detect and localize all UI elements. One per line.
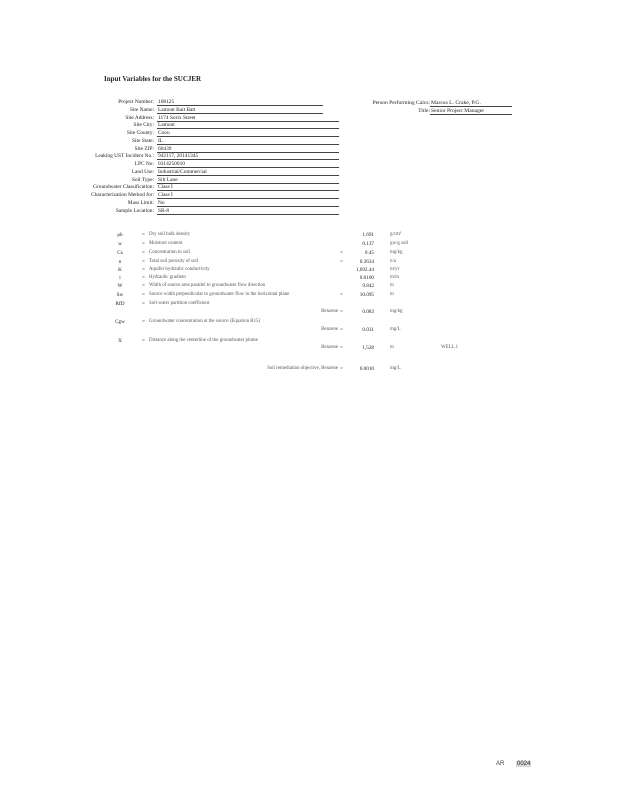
bates-stamp: 0024 — [517, 761, 531, 767]
variable-unit: n/a — [390, 259, 396, 264]
site-info-underline — [157, 136, 339, 137]
person-performing-underline — [430, 106, 512, 107]
site-info-label: Mass Limit: — [127, 199, 154, 206]
variable-value: 1.691 — [362, 232, 374, 238]
site-info-value: Lamont — [158, 122, 175, 129]
variable-symbol: ρb — [117, 232, 123, 238]
variable-unit: gw/g soil — [390, 241, 409, 246]
site-info-label: Groundwater Classification: — [93, 184, 154, 191]
site-info-value: Class I — [158, 184, 173, 191]
variable-equals: = — [142, 301, 145, 307]
site-info-value: Industrial/Commercial — [158, 168, 207, 175]
site-info-value: 942117, 20141345 — [158, 153, 199, 160]
site-info-value: Coou — [158, 130, 170, 136]
variable-unit: mg/kg — [390, 309, 403, 314]
variable-value: 1,528 — [362, 345, 374, 351]
site-info-value: 60439 — [158, 145, 172, 152]
person-title-label: Title: — [418, 108, 430, 114]
site-info-label: Characterization Method for: — [91, 192, 154, 198]
variable-value: 0.137 — [362, 241, 374, 247]
site-info-underline — [157, 144, 339, 145]
variable-equals: = — [142, 241, 145, 247]
variable-note: WELL 1 — [441, 345, 459, 350]
person-title-value: Senior Project Manager — [431, 108, 485, 114]
variable-description: Dry soil bulk density — [149, 232, 191, 237]
variable-description: Groundwater concentration at the source (Equation R15) — [149, 319, 261, 324]
variable-value: 0.083 — [362, 309, 374, 315]
variable-chemical-label: Benzene — [321, 309, 338, 314]
site-info-value: Class I — [158, 192, 173, 198]
result-value: 0.0010 — [359, 366, 374, 372]
variable-operator: = — [340, 345, 343, 351]
site-info-value: No — [158, 199, 165, 206]
site-info-label: Site City: — [133, 122, 154, 129]
variable-equals: = — [142, 232, 145, 238]
variable-symbol: X — [118, 338, 122, 344]
variable-unit: mg/L — [390, 327, 401, 332]
variable-value: 0.0100 — [359, 275, 374, 281]
site-info-label: Site ZIP: — [134, 145, 154, 152]
site-info-label: Soil Type: — [131, 176, 154, 183]
site-info-label: Leaking UST Incident No.: — [95, 153, 154, 160]
variable-symbol: Cs — [117, 250, 123, 256]
variable-symbol: w — [118, 241, 122, 247]
variable-equals: = — [142, 283, 145, 289]
variable-operator: = — [340, 309, 343, 315]
variable-description: Soil-water partition coefficient — [149, 301, 210, 306]
variable-description: Moisture content — [149, 241, 183, 246]
variable-unit: m/yr — [390, 267, 400, 272]
site-info-underline — [157, 128, 339, 129]
variable-symbol: Cgw — [115, 319, 125, 325]
variable-value: 0.031 — [362, 327, 374, 333]
variable-description: Total soil porosity of soil — [149, 259, 199, 264]
footer-text: AR — [496, 761, 505, 767]
variable-symbol: RfD — [115, 301, 125, 307]
site-info-label: Project Number: — [118, 99, 154, 105]
site-info-underline — [157, 198, 339, 199]
variable-equals: = — [142, 292, 145, 298]
variable-symbol: i — [119, 275, 121, 281]
site-info-label: Site State: — [131, 137, 154, 144]
site-info-value: IL — [158, 137, 164, 144]
variable-operator: = — [340, 250, 343, 256]
variable-value: 9.842 — [362, 283, 374, 289]
variable-unit: m/m — [390, 275, 399, 280]
variable-description: Distance along the centerline of the groundwater plume — [149, 338, 258, 343]
site-info-value: 0314250010 — [158, 161, 185, 167]
variable-unit: m — [390, 345, 394, 350]
site-info-underline — [157, 214, 339, 215]
site-info-underline — [157, 206, 339, 207]
variable-unit: g/cm³ — [390, 232, 402, 237]
variable-description: Hydraulic gradient — [149, 275, 186, 280]
page-title: Input Variables for the SUCJER — [104, 75, 202, 83]
variable-equals: = — [142, 267, 145, 273]
variable-value: 1,692.44 — [355, 267, 374, 273]
person-performing-value: Marcus L. Crake, P.G. — [431, 100, 481, 106]
result-unit: mg/L — [390, 366, 401, 371]
variable-symbol: n — [118, 259, 122, 265]
variable-description: Concentration in soil — [149, 250, 191, 255]
variable-value: 10.095 — [359, 292, 374, 298]
site-info-value: Lamont Bait Batt — [158, 106, 196, 113]
result-op: = — [340, 366, 343, 372]
site-info-label: LPC No: — [134, 161, 154, 167]
site-info-underline — [157, 190, 339, 191]
person-title-underline — [430, 114, 512, 115]
site-info-value: SB-8 — [158, 207, 170, 214]
site-info-label: Site Name: — [129, 106, 154, 113]
variable-description: Source width perpendicular to groundwater flow in the horizontal plane — [149, 292, 290, 297]
site-info-label: Land Use: — [131, 168, 154, 175]
variable-symbol: Sw — [116, 292, 124, 298]
variable-unit: m — [390, 292, 394, 297]
site-info-value: Silt Lane — [158, 176, 178, 183]
site-info-underline — [157, 121, 339, 122]
variable-chemical-label: Benzene — [321, 327, 338, 332]
variable-chemical-label: Benzene — [321, 345, 338, 350]
variable-operator: = — [340, 259, 343, 265]
result-label: Soil remediation objective, Benzene — [267, 366, 338, 371]
variable-operator: = — [340, 327, 343, 333]
site-info-label: Site Address: — [125, 114, 154, 121]
variable-equals: = — [142, 338, 145, 344]
variable-symbol: K — [118, 267, 122, 273]
site-info-value: 1174 Sorix Street — [158, 114, 196, 121]
variable-equals: = — [142, 275, 145, 281]
variable-unit: mg/kg — [390, 250, 403, 255]
variable-value: 0.45 — [364, 250, 374, 256]
variable-unit: m — [390, 283, 394, 288]
variable-equals: = — [142, 250, 145, 256]
site-info-underline — [157, 175, 339, 176]
variable-value: 0.3634 — [359, 259, 374, 265]
variable-symbol: W — [117, 283, 123, 289]
variable-description: Width of source area parallel to groundwater flow direction — [149, 283, 266, 288]
variable-equals: = — [142, 319, 145, 325]
site-info-label: Sample Location: — [115, 207, 154, 214]
site-info-value: 108125 — [158, 99, 175, 105]
site-info-label: Site County: — [126, 130, 154, 136]
variable-description: Aquifer hydraulic conductivity — [149, 267, 210, 272]
variable-operator: = — [340, 292, 343, 298]
variable-equals: = — [142, 259, 145, 265]
site-info-underline — [157, 183, 339, 184]
person-performing-label: Person Performing Calcs: — [372, 100, 430, 106]
